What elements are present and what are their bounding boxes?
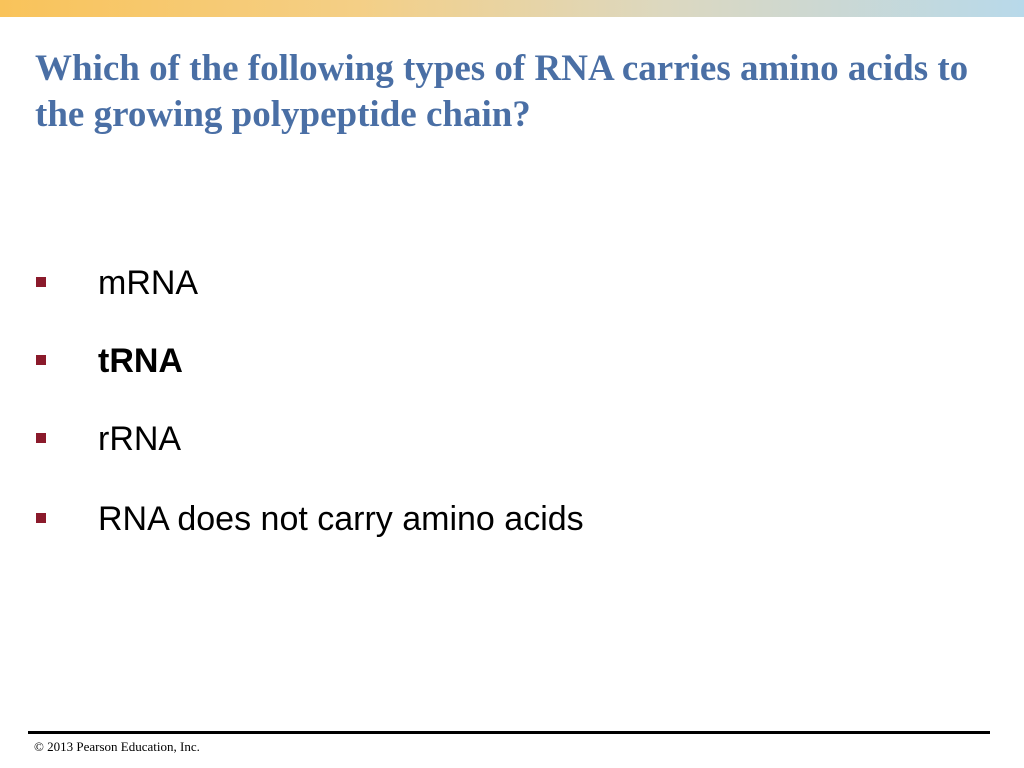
answer-item-trna: [36, 341, 936, 381]
answer-label: mRNA: [98, 264, 199, 302]
answer-item-none: [36, 499, 936, 539]
answer-label-correct: tRNA: [98, 342, 183, 380]
answer-item-mrna: [36, 263, 936, 303]
answer-item-rrna: [36, 419, 936, 459]
square-bullet-icon: [36, 513, 46, 523]
copyright-footer: © 2013 Pearson Education, Inc.: [34, 739, 200, 754]
square-bullet-icon: [36, 277, 46, 287]
square-bullet-icon: [36, 433, 46, 443]
square-bullet-icon: [36, 355, 46, 365]
slide-title: Which of the following types of RNA carries amino acids to the growing polypeptide chain?: [35, 48, 969, 135]
footer-divider: [28, 731, 990, 734]
answer-label: RNA does not carry amino acids: [98, 500, 584, 538]
answer-label: rRNA: [98, 420, 182, 458]
